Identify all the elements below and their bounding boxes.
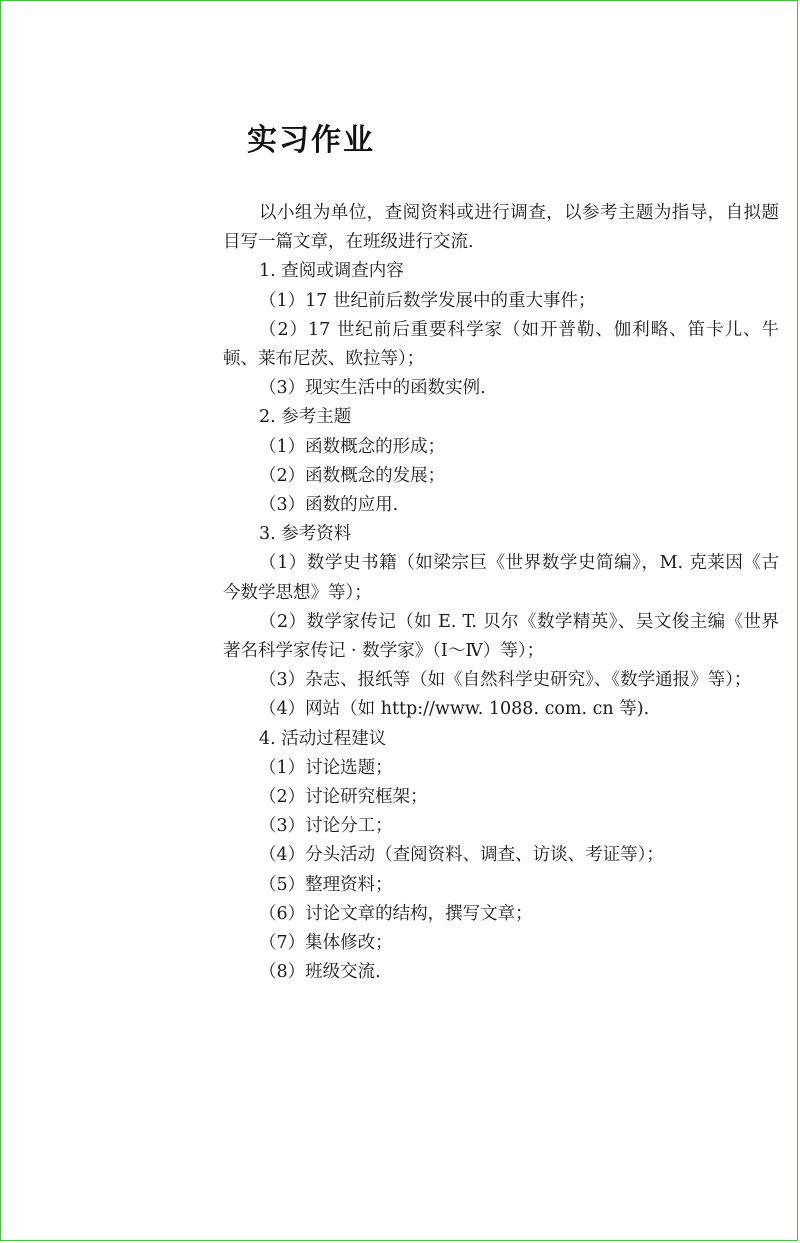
list-item: （2）函数概念的发展； (259, 465, 446, 486)
list-item: （4）分头活动（查阅资料、调查、访谈、考证等）； (259, 845, 664, 866)
body-text (223, 199, 779, 987)
list-item: （2）讨论研究框架； (259, 787, 428, 808)
list-item: （3）讨论分工； (259, 816, 393, 837)
list-item: （3）杂志、报纸等（如《自然科学史研究》、《数学通报》等）； (259, 670, 752, 691)
list-item: （4）网站（如 http://www. 1088. com. cn 等). (259, 699, 650, 720)
list-item: （1）函数概念的形成； (259, 436, 446, 457)
section-heading: 2. 参考主题 (259, 407, 352, 428)
section-heading: 4. 活动过程建议 (259, 728, 387, 749)
page-title: 实习作业 (247, 123, 375, 158)
list-item: （1）讨论选题； (259, 757, 393, 778)
list-item: （3）现实生活中的函数实例. (259, 378, 486, 399)
section-heading: 1. 查阅或调查内容 (259, 261, 404, 282)
list-item: （7）集体修改； (259, 933, 393, 954)
list-item: （3）函数的应用. (259, 495, 399, 516)
list-item: （5）整理资料； (259, 874, 393, 895)
list-item: （2）17 世纪前后重要科学家（如开普勒、伽利略、笛卡儿、牛顿、莱布尼茨、欧拉等）； (223, 319, 779, 370)
section-heading: 3. 参考资料 (259, 524, 352, 545)
list-item: （6）讨论文章的结构，撰写文章； (259, 903, 533, 924)
list-item: （1）数学史书籍（如梁宗巨《世界数学史简编》，M. 克莱因《古今数学思想》等）； (223, 553, 779, 603)
list-item: （1）17 世纪前后数学发展中的重大事件； (259, 290, 596, 311)
list-item: （8）班级交流. (259, 962, 381, 983)
list-item: （2）数学家传记（如 E. T. 贝尔《数学精英》、吴文俊主编《世界著名科学家传记 · 数学家》（Ⅰ～Ⅳ）等）； (223, 611, 779, 662)
intro-paragraph: 以小组为单位，查阅资料或进行调查，以参考主题为指导，自拟题目写一篇文章，在班级进行交流. (223, 203, 779, 253)
